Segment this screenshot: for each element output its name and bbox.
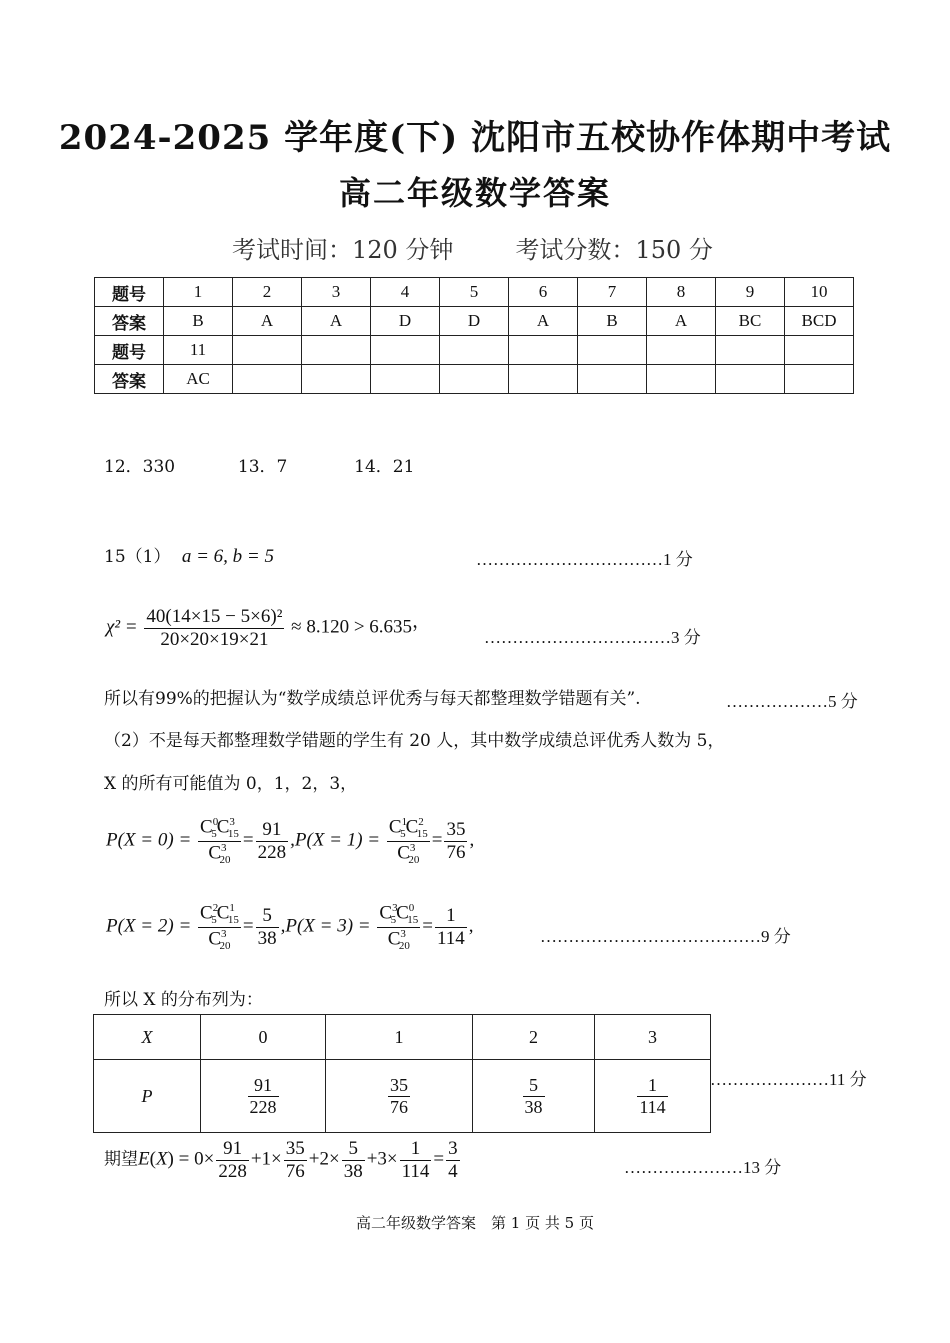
question-number-cell: 3 [302,278,371,307]
q15-part2: （2）不是每天都整理数学错题的学生有 20 人，其中数学成绩总评优秀人数为 5， [104,731,725,751]
dist-header-value: 3 [595,1015,711,1060]
answer-cell [716,365,785,394]
score-marker-9: …………………………………9 分 [540,927,791,946]
question-number-cell [440,336,509,365]
fill-blank-answers [104,452,414,477]
expectation-label: 期望 [104,1149,138,1170]
p3-lhs: ,P(X = 3) = [280,915,371,937]
exam-meta [232,230,713,265]
answer-cell [785,365,854,394]
dist-label-p: P [94,1060,201,1133]
p3-value: $\frac{1}{114}$ [436,904,465,949]
score-marker-5: ………………5 分 [726,692,858,711]
question-number-cell [647,336,716,365]
chi-result: ≈ 8.120 > 6.635 [291,616,413,638]
answer-q13: 13．7 [237,457,288,477]
dist-probability-cell: $\frac{1}{114}$ [595,1060,711,1133]
distribution-intro: 所以 X 的分布列为： [104,990,263,1010]
p2-lhs: P(X = 2) = [106,915,192,937]
answer-cell: A [509,307,578,336]
question-number-cell: 8 [647,278,716,307]
p1-value: $\frac{35}{76}$ [446,818,466,863]
question-number-cell: 4 [371,278,440,307]
answer-row [95,307,854,336]
question-number-cell: 1 [164,278,233,307]
answer-cell [440,365,509,394]
p2-comb-fraction: $\frac{C^2_5C^1_{15}}{C^3_{20}}$ [200,902,239,952]
q15-part1 [104,542,274,568]
question-number-cell [716,336,785,365]
exam-time: 考试时间：120 分钟 [232,236,454,264]
answer-cell: A [233,307,302,336]
dist-probability-cell: $\frac{35}{76}$ [326,1060,473,1133]
row-label-question: 题号 [95,278,164,307]
q15-conclusion: 所以有99%的把握认为“数学成绩总评优秀与每天都整理数学错题有关”. [104,689,641,709]
q15-label: 15（1） [104,547,171,567]
answer-cell: A [302,307,371,336]
prob-line-1: P(X = 0) = $\frac{C^0_5C^3_{15}}{C^3_{20}}$ = $\frac{91}{228}$ ,P(X = 1) = $\frac{C^1_5C^2_{15}}{C^3_{20}}$ = $\frac{35}{76}$ , [106,816,475,866]
question-number-row [95,336,854,365]
question-number-cell [233,336,302,365]
question-number-cell: 5 [440,278,509,307]
dist-probability-cell: $\frac{91}{228}$ [201,1060,326,1133]
answer-cell: BCD [785,307,854,336]
p1-lhs: ,P(X = 1) = [290,829,381,851]
question-number-cell: 6 [509,278,578,307]
page-subtitle: 高二年级数学答案 [338,174,611,212]
answer-table [94,277,854,394]
answer-q14: 14．21 [354,457,415,477]
answer-cell: D [371,307,440,336]
p0-comb-fraction: $\frac{C^0_5C^3_{15}}{C^3_{20}}$ [200,816,239,866]
q15-ab-values: a = 6, b = 5 [181,546,275,567]
expectation-formula: 期望E(X) = 0× $\frac{91}{228}$ +1× $\frac{35}{76}$ +2× $\frac{5}{38}$ +3× $\frac{1}{114}$ = $\frac{3}{4}$ [104,1138,458,1182]
question-number-cell [785,336,854,365]
chi-square-formula [106,606,431,651]
row-label-question: 题号 [95,336,164,365]
answer-cell: BC [716,307,785,336]
question-number-cell [578,336,647,365]
answer-cell: D [440,307,509,336]
chi-comma: ， [412,611,432,632]
answer-q12: 12．330 [104,457,176,477]
p1-comb-fraction: $\frac{C^1_5C^2_{15}}{C^3_{20}}$ [388,816,428,866]
question-number-cell: 11 [164,336,233,365]
p2-value: $\frac{5}{38}$ [257,904,277,949]
prob-line-2: P(X = 2) = $\frac{C^2_5C^1_{15}}{C^3_{20}}$ = $\frac{5}{38}$ ,P(X = 3) = $\frac{C^3_5C^0_{15}}{C^3_{20}}$ = $\frac{1}{114}$ , [106,902,474,952]
answer-cell [647,365,716,394]
dist-header-value: 1 [326,1015,473,1060]
answer-cell: AC [164,365,233,394]
page-title: 2024-2025 学年度(下) 沈阳市五校协作体期中考试 [58,118,892,158]
dist-header-x: X [94,1015,201,1060]
score-marker-1: ……………………………1 分 [476,550,693,569]
answer-cell [233,365,302,394]
distribution-table [93,1014,711,1133]
answer-cell [509,365,578,394]
answer-cell: A [647,307,716,336]
question-number-cell: 9 [716,278,785,307]
dist-header-value: 2 [473,1015,595,1060]
score-marker-13: …………………13 分 [624,1158,782,1177]
row-label-answer: 答案 [95,365,164,394]
answer-cell [371,365,440,394]
question-number-cell [509,336,578,365]
dist-probability-cell: $\frac{5}{38}$ [473,1060,595,1133]
exam-score: 考试分数：150 分 [515,236,713,264]
answer-cell: B [164,307,233,336]
answer-row [95,365,854,394]
x-possible-values: X 的所有可能值为 0，1，2，3， [104,774,358,794]
question-number-cell [371,336,440,365]
chi-denominator: 20×20×19×21 [160,628,269,650]
answer-cell [302,365,371,394]
score-marker-3: ……………………………3 分 [484,628,701,647]
answer-cell: B [578,307,647,336]
question-number-row [95,278,854,307]
p0-value: $\frac{91}{228}$ [257,818,287,863]
chi-fraction [144,606,284,651]
answer-cell [578,365,647,394]
question-number-cell: 7 [578,278,647,307]
dist-header-value: 0 [201,1015,326,1060]
score-marker-11: …………………11 分 [710,1070,867,1089]
p0-lhs: P(X = 0) = [106,829,192,851]
question-number-cell: 2 [233,278,302,307]
page-footer: 高二年级数学答案 第 1 页 共 5 页 [356,1214,594,1232]
row-label-answer: 答案 [95,307,164,336]
chi-lhs: χ² = [106,616,138,638]
question-number-cell: 10 [785,278,854,307]
question-number-cell [302,336,371,365]
p3-comb-fraction: $\frac{C^3_5C^0_{15}}{C^3_{20}}$ [379,902,419,952]
chi-numerator: 40(14×15 − 5×6)² [146,606,283,627]
